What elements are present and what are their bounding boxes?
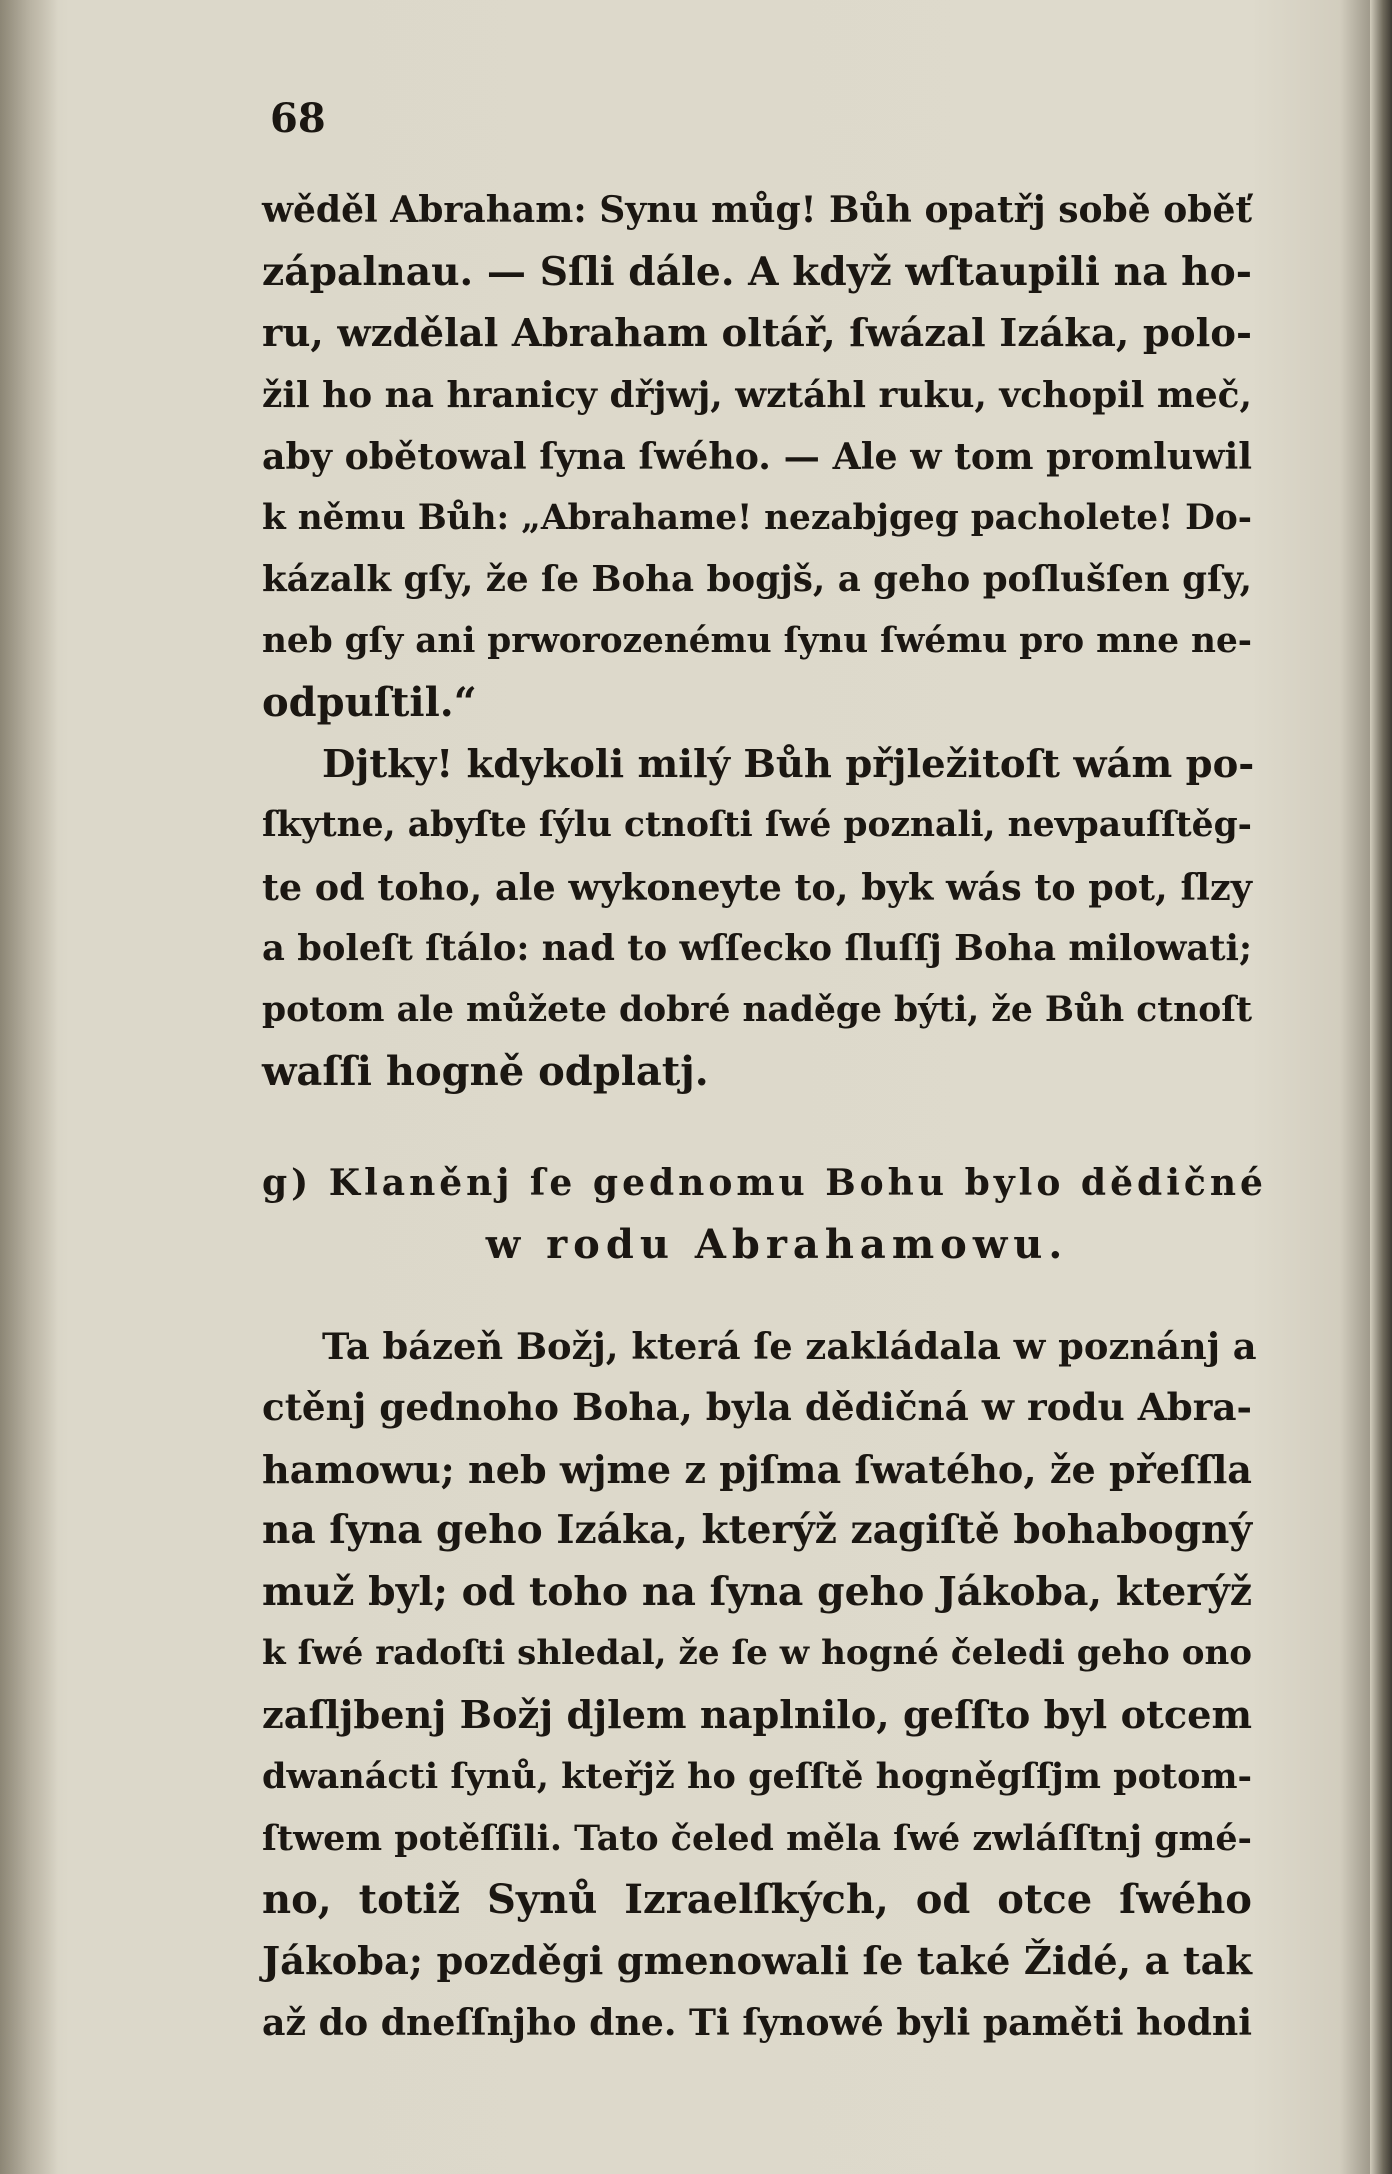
page-gutter-shadow bbox=[0, 0, 58, 2174]
text-line: dwanácti ſynů, kteřjž ho geſſtě hogněgſſjm potom- bbox=[262, 1756, 1252, 1797]
section-heading-line-2: w rodu Abrahamowu. bbox=[485, 1221, 1069, 1268]
text-line: na ſyna geho Izáka, kterýž zagiſtě bohabogný bbox=[262, 1507, 1253, 1553]
text-line: muž byl; od toho na ſyna geho Jákoba, kterýž bbox=[262, 1568, 1252, 1615]
text-line: k ſwé radoſti shledal, že ſe w hogné čeledi geho ono bbox=[262, 1633, 1252, 1673]
text-line: Ta bázeň Božj, která ſe zakládala w poznánj a bbox=[322, 1323, 1257, 1368]
text-line: Djtky! kdykoli milý Bůh přjležitoſt wám po- bbox=[322, 741, 1255, 787]
paragraph-1 bbox=[262, 180, 1252, 734]
text-line: waſſi hogně odplatj. bbox=[262, 1048, 709, 1095]
text-line: odpuſtil.“ bbox=[262, 679, 477, 726]
text-line: potom ale můžete dobré naděge býti, že Bůh ctnoſt bbox=[262, 989, 1252, 1030]
text-line: ſtwem potěſſili. Tato čeled měla ſwé zwláſſtnj gmé- bbox=[262, 1817, 1252, 1859]
paragraph-3 bbox=[262, 1316, 1257, 2054]
text-line: kázalk gſy, že ſe Boha bogjš, a geho poſlušſen gſy, bbox=[262, 559, 1252, 600]
page-edge bbox=[1370, 0, 1392, 2174]
text-line: neb gſy ani prworozenému ſynu ſwému pro mne ne- bbox=[262, 620, 1252, 661]
text-line: ru, wzdělal Abraham oltář, ſwázal Izáka, polo- bbox=[262, 311, 1252, 356]
page-text bbox=[262, 180, 1267, 2054]
text-line: ſkytne, abyſte ſýlu ctnoſti ſwé poznali, nevpauſſtěg- bbox=[262, 805, 1252, 845]
section-heading-line-1: g) Klaněnj ſe gednomu Bohu bylo dědičné bbox=[262, 1161, 1267, 1204]
text-line: te od toho, ale wykoneyte to, byk wás to pot, ſlzy bbox=[262, 865, 1252, 909]
text-line: zaſljbenj Božj djlem naplnilo, geſſto byl otcem bbox=[262, 1692, 1252, 1738]
text-line: zápalnau. — Sſli dále. A když wſtaupili na ho- bbox=[262, 248, 1252, 295]
page-number: 68 bbox=[270, 95, 326, 142]
text-line: a boleſt ſtálo: nad to wſſecko ſluſſj Boha milowati; bbox=[262, 928, 1252, 969]
text-line: wěděl Abraham: Synu můg! Bůh opatřj sobě oběť bbox=[262, 189, 1252, 231]
text-line: no, totiž Synů Izraelſkých, od otce ſwého bbox=[262, 1876, 1252, 1923]
text-line: Jákoba; pozděgi gmenowali ſe také Židé, a tak bbox=[262, 1938, 1252, 1984]
paragraph-2 bbox=[262, 734, 1255, 1103]
text-line: k němu Bůh: „Abrahame! nezabjgeg pacholete! Do- bbox=[262, 497, 1252, 538]
text-line: hamowu; neb wjme z pjſma ſwatého, že přeſſla bbox=[262, 1446, 1252, 1492]
text-line: aby obětowal ſyna ſwého. — Ale w tom promluwil bbox=[262, 435, 1252, 478]
section-heading bbox=[262, 1153, 1267, 1276]
text-line: žil ho na hranicy dřjwj, wztáhl ruku, vchopil meč, bbox=[262, 373, 1252, 416]
text-line: ctěnj gednoho Boha, byla dědičná w rodu Abra- bbox=[262, 1385, 1252, 1429]
text-line: až do dneſſnjho dne. Ti ſynowé byli paměti hodni bbox=[262, 2001, 1252, 2044]
